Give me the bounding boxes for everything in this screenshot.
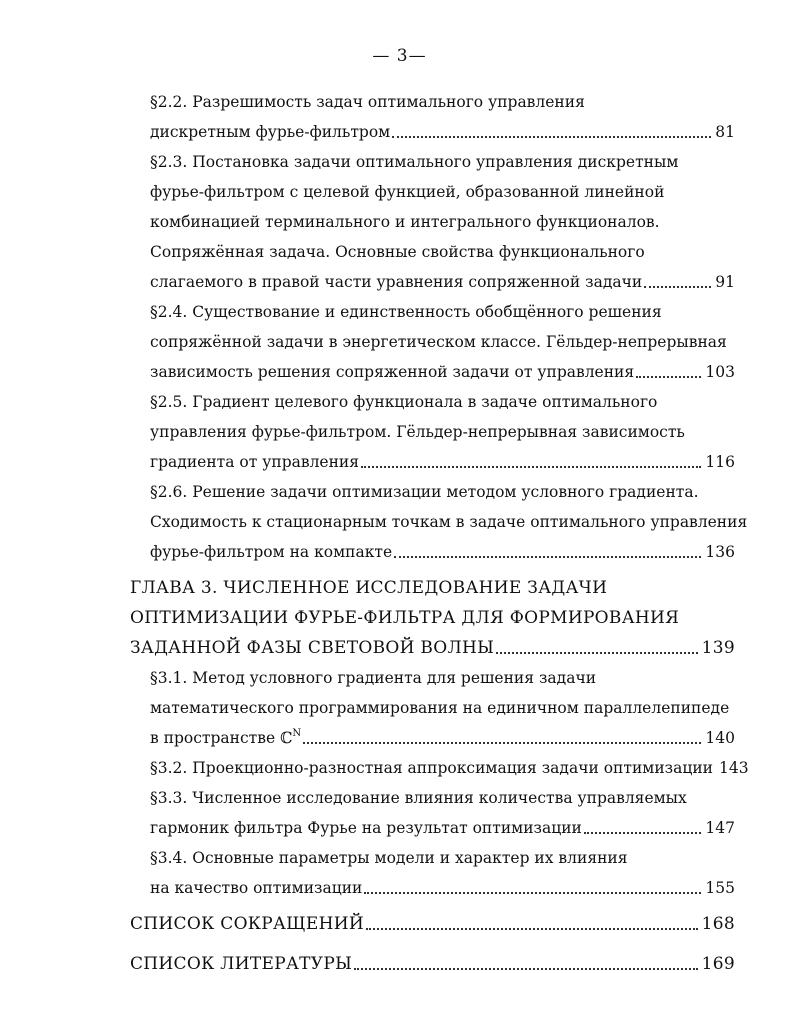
leader-dots: [392, 136, 711, 138]
leader-dots: [394, 556, 701, 558]
toc-chapter-3-line-1: ГЛАВА 3. ЧИСЛЕННОЕ ИССЛЕДОВАНИЕ ЗАДАЧИ: [130, 578, 608, 598]
toc-literature-title: СПИСОК ЛИТЕРАТУРЫ: [130, 954, 353, 974]
toc-entry-2-4-line-1: §2.4. Существование и единственность обобщённого решения: [150, 303, 662, 321]
toc-entry-2-6-line-1: §2.6. Решение задачи оптимизации методом условного градиента.: [150, 483, 699, 501]
leader-dots: [303, 742, 701, 744]
toc-entry-2-3-line-1: §2.3. Постановка задачи оптимального управления дискретным: [150, 153, 679, 171]
leader-dots: [354, 968, 698, 970]
toc-page-number: 136: [705, 543, 735, 561]
leader-dots: [366, 928, 698, 930]
toc-entry-2-2[interactable]: [150, 122, 735, 142]
toc-page-number: 139: [701, 638, 735, 658]
toc-entry-2-5-line-2: управления фурье-фильтром. Гёльдер-непрерывная зависимость: [150, 423, 685, 441]
toc-entry-2-6-line-3: фурье-фильтром на компакте: [150, 543, 393, 561]
toc-entry-2-6[interactable]: [150, 542, 735, 562]
toc-abbreviations-title: СПИСОК СОКРАЩЕНИЙ: [130, 914, 364, 934]
toc-entry-3-2[interactable]: [150, 758, 749, 778]
page-number: — 3—: [372, 46, 427, 66]
toc-entry-2-3[interactable]: [150, 272, 735, 292]
toc-entry-2-5-line-3: градиента от управления: [150, 453, 360, 471]
toc-entry-2-6-line-2: Сходимость к стационарным точкам в задаче оптимального управления: [150, 513, 748, 531]
toc-entry-2-3-line-4: Сопряжённая задача. Основные свойства функционального: [150, 243, 645, 261]
toc-page-number: 91: [715, 273, 735, 291]
toc-entry-3-2-line-1: §3.2. Проекционно-разностная аппроксимация задачи оптимизации: [150, 759, 713, 777]
toc-page-number: 116: [705, 453, 735, 471]
toc-page-number: 140: [705, 729, 735, 747]
toc-entry-2-3-line-2: фурье-фильтром с целевой функцией, образованной линейной: [150, 183, 665, 201]
toc-entry-2-3-line-5: слагаемого в правой части уравнения сопряженной задачи: [150, 273, 643, 291]
toc-entry-3-4-line-2: на качество оптимизации: [150, 879, 363, 897]
toc-entry-2-3-line-3: комбинацией терминального и интегрального функционалов.: [150, 213, 660, 231]
toc-entry-2-4[interactable]: [150, 362, 735, 382]
toc-page-number: 168: [701, 914, 735, 934]
toc-entry-3-3[interactable]: [150, 818, 735, 838]
superscript-n: N: [292, 728, 302, 739]
leader-dots: [584, 832, 702, 834]
leader-dots: [361, 466, 701, 468]
toc-chapter-3-line-3: ЗАДАННОЙ ФАЗЫ СВЕТОВОЙ ВОЛНЫ: [130, 638, 495, 658]
leader-dots: [636, 376, 701, 378]
toc-literature[interactable]: [130, 954, 735, 974]
toc-page-number: 147: [705, 819, 735, 837]
toc-page-number: 81: [715, 123, 735, 141]
toc-entry-2-5[interactable]: [150, 452, 735, 472]
toc-entry-3-1-line-2: математического программирования на единичном параллелепипеде: [150, 699, 730, 717]
toc-page-number: 143: [718, 759, 749, 777]
toc-chapter-3-line-2: ОПТИМИЗАЦИИ ФУРЬЕ-ФИЛЬТРА ДЛЯ ФОРМИРОВАНИЯ: [130, 608, 680, 628]
leader-dots: [644, 286, 711, 288]
toc-entry-2-4-line-3: зависимость решения сопряженной задачи от управления: [150, 363, 635, 381]
toc-page-number: 103: [705, 363, 735, 381]
toc-entry-2-2-line-2: дискретным фурье-фильтром: [150, 123, 391, 141]
toc-entry-2-4-line-2: сопряжённой задачи в энергетическом классе. Гёльдер-непрерывная: [150, 333, 727, 351]
toc-entry-3-3-line-1: §3.3. Численное исследование влияния количества управляемых: [150, 789, 687, 807]
toc-page-number: 155: [705, 879, 735, 897]
toc-entry-3-4-line-1: §3.4. Основные параметры модели и характер их влияния: [150, 849, 628, 867]
toc-page-number: 169: [701, 954, 735, 974]
toc-entry-3-1[interactable]: [150, 728, 735, 748]
toc-entry-2-2-line-1: §2.2. Разрешимость задач оптимального управления: [150, 93, 585, 111]
toc-entry-3-3-line-2: гармоник фильтра Фурье на результат оптимизации: [150, 819, 582, 837]
leader-dots: [496, 652, 698, 654]
leader-dots: [364, 892, 701, 894]
toc-abbreviations[interactable]: [130, 914, 735, 934]
toc-entry-3-1-line-3: [150, 728, 301, 748]
toc-entry-3-4[interactable]: [150, 878, 735, 898]
toc-entry-3-1-line-1: §3.1. Метод условного градиента для решения задачи: [150, 669, 597, 687]
toc-chapter-3[interactable]: [130, 638, 735, 658]
toc-entry-2-5-line-1: §2.5. Градиент целевого функционала в задаче оптимального: [150, 393, 658, 411]
toc-entry-3-1-line-3-text: в пространстве ℂ: [150, 729, 293, 747]
